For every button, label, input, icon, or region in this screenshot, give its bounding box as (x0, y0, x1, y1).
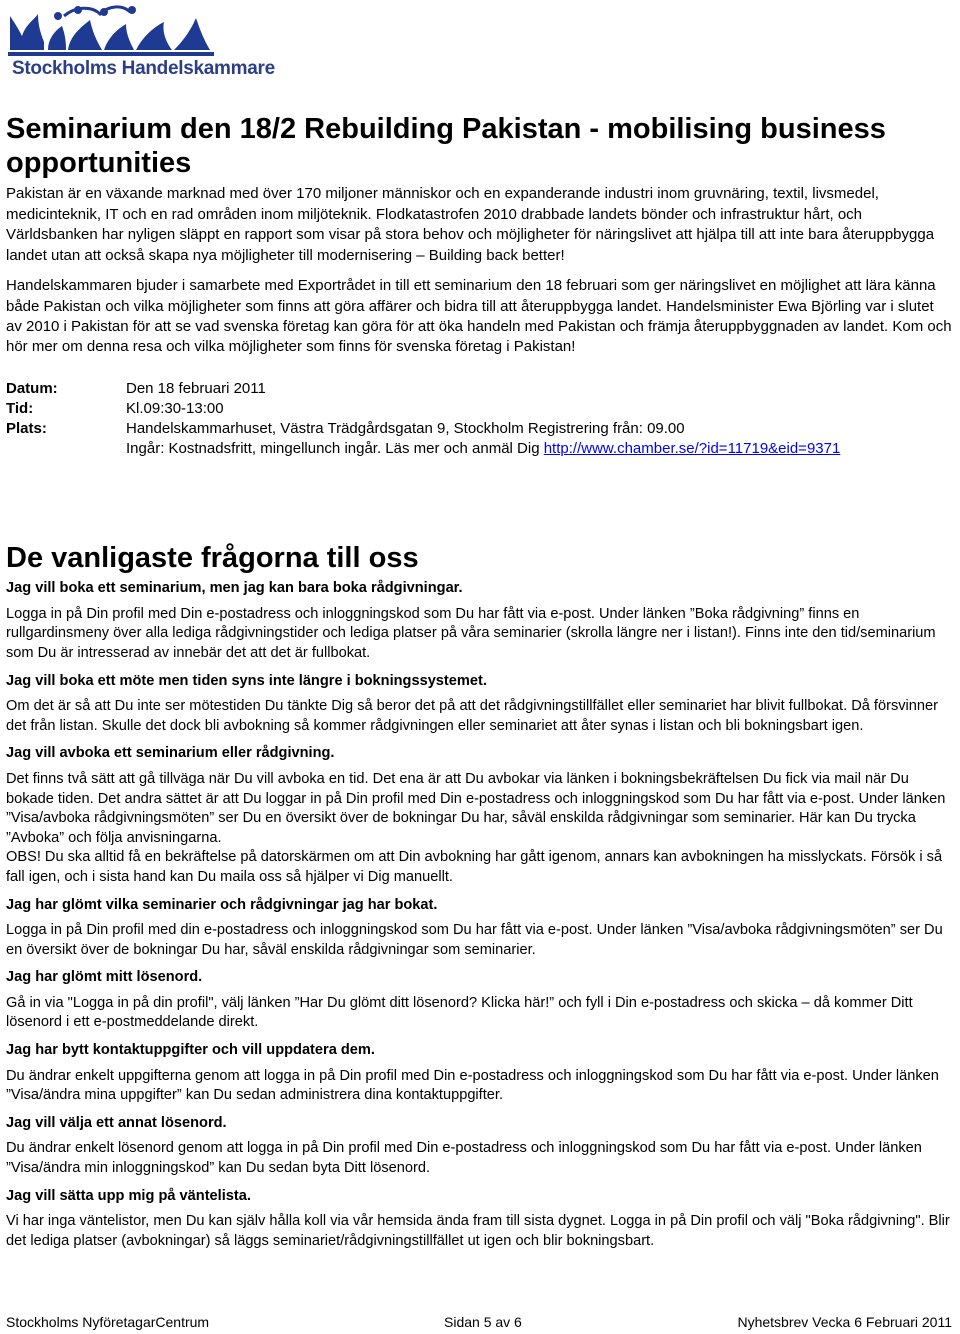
ingar-text: Ingår: Kostnadsfritt, mingellunch ingår. Läs mer och anmäl Dig (126, 440, 544, 458)
faq-question: Jag har glömt vilka seminarier och rådgivningar jag har bokat. (6, 896, 438, 913)
footer-left: Stockholms NyföretagarCentrum (6, 1314, 210, 1330)
seminar-invitation: Handelskammaren bjuder i samarbete med Exportrådet in till ett seminarium den 18 februari som ger näringslivet en möjlighet att lära känna både Pakistan och vilka möjligheter som finns att göra affärer och bidra till att återuppbygga landet. Handelsminister Ewa Björling var i slutet av 2010 i Pakistan för att se vad svenska företag kan göra för att öka handeln med Pakistan och främja återuppbyggnaden av landet. Kom och hör mer om denna resa och vilka möjligheter som finns för svenska företag i Pakistan! (6, 277, 952, 355)
seminar-intro: Pakistan är en växande marknad med över 170 miljoner människor och en expanderande industri inom gruvnäring, textil, livsmedel, medicinteknik, IT och en rad områden inom miljöteknik. Flodkatastrofen 2010 drabbade landets bönder och infrastruktur hårt, och Världsbanken har nyligen släppt en rapport som visar på stora behov och möjligheter för näringslivet att hjälpa till att inte bara återuppbygga landet utan att också skapa nya möjligheter till modernisering – Building back better! (6, 185, 935, 264)
registration-link[interactable]: http://www.chamber.se/?id=11719&eid=9371 (543, 440, 841, 458)
ingar-value (126, 439, 840, 459)
faq-answer: Du ändrar enkelt lösenord genom att logga in på Din profil med Din e-postadress och inloggningskod som Du har fått via e-post. Under länken ”Visa/ändra min inloggningskod” kan Du sedan byta Ditt lösenord. (6, 1140, 922, 1177)
faq-question: Jag vill sätta upp mig på väntelista. (6, 1187, 251, 1204)
page-content (6, 112, 952, 1251)
crown-swan-icon (4, 2, 260, 62)
logo-text: Stockholms Handelskammare (12, 58, 275, 79)
footer-page-number: Sidan 5 av 6 (444, 1314, 522, 1330)
faq-question: Jag har bytt kontaktuppgifter och vill uppdatera dem. (6, 1042, 375, 1059)
datum-value: Den 18 februari 2011 (126, 380, 266, 398)
info-row-ingar (6, 439, 840, 459)
faq-question: Jag vill boka ett möte men tiden syns inte längre i bokningssystemet. (6, 672, 487, 689)
faq-answer: Vi har inga väntelistor, men Du kan själv hålla koll via vår hemsida ända fram till sista dygnet. Logga in på Din profil och välj "Boka rådgivning". Blir det lediga platser (avbokningar) så läggs seminariet/rådgivningstillfället ut igen och blir bokningsbart. (6, 1213, 950, 1249)
faq-answer: Logga in på Din profil med Din e-postadress och inloggningskod som Du har fått via e-post. Under länken ”Boka rådgivning” finns en rullgardinsmeny över alla lediga rådgivningstider och lediga platser på våra seminarier (skrolla längre ner i listan!). Finns inte den tid/seminarium som Du är intresserad av innebär det att det är fullbokat. (6, 605, 936, 661)
faq-question: Jag vill boka ett seminarium, men jag kan bara boka rådgivningar. (6, 580, 463, 597)
seminar-title: Seminarium den 18/2 Rebuilding Pakistan - mobilising business opportunities (6, 113, 886, 179)
info-row-datum (6, 379, 840, 399)
info-row-plats (6, 419, 840, 439)
seminar-info-table (6, 379, 840, 459)
info-row-tid (6, 399, 840, 419)
faq-question: Jag vill välja ett annat lösenord. (6, 1114, 227, 1131)
faq-question: Jag har glömt mitt lösenord. (6, 969, 203, 986)
chamber-logo (4, 2, 275, 86)
faq-answer: Du ändrar enkelt uppgifterna genom att logga in på Din profil med Din e-postadress och inloggningskod som Du har fått via e-post. Under länken ”Visa/ändra mina uppgifter” kan Du sedan administrera dina kontaktuppgifter. (6, 1067, 939, 1104)
plats-label: Plats: (6, 420, 47, 438)
faq-answer-note: OBS! Du ska alltid få en bekräftelse på datorskärmen om att Din avbokning har gått igenom, annars kan avbokningen ha misslyckats. Försök i så fall igen, och i sista hand kan Du maila oss så hjälper vi Dig manuellt. (6, 849, 943, 885)
faq-answer: Gå in via "Logga in på din profil", välj länken ”Har Du glömt ditt lösenord? Klicka här!” och fyll i Din e-postadress och skicka – då kommer Ditt lösenord i ett e-postmeddelande direkt. (6, 994, 913, 1031)
datum-label: Datum: (6, 380, 58, 398)
footer-right: Nyhetsbrev Vecka 6 Februari 2011 (737, 1314, 952, 1330)
faq-answer: Det finns två sätt att gå tillväga när Du vill avboka en tid. Det ena är att Du avbokar via länken i bokningsbekräftelsen Du fick via mail när Du bokade tiden. Det andra sättet är att Du loggar in på Din profil med Din e-postadress och inloggningskod som Du har fått via e-post. Under länken ”Visa/avboka rådgivningsmöten” ser Du en översikt över de bokningar Du har, såväl enskilda rådgivningar som seminarier. Här kan Du trycka ”Avboka” och följa anvisningarna. (6, 770, 946, 846)
faq-title: De vanligaste frågorna till oss (6, 542, 419, 575)
faq-answer: Logga in på Din profil med din e-postadress och inloggningskod som Du har fått via e-post. Under länken ”Visa/avboka rådgivningsmöten” ser Du en översikt över de bokningar Du har, såväl enskilda rådgivningar som seminarier. (6, 922, 943, 958)
faq-answer: Om det är så att Du inte ser mötestiden Du tänkte Dig så beror det på att det rådgivningstillfället eller seminariet har blivit fullbokat. Då försvinner det från listan. Skulle det dock bli avbokning så kommer rådgivningen eller seminariet att åter synas i listan och bli bokningsbart igen. (6, 698, 939, 734)
tid-value: Kl.09:30-13:00 (126, 400, 224, 418)
plats-value: Handelskammarhuset, Västra Trädgårdsgatan 9, Stockholm Registrering från: 09.00 (126, 420, 685, 438)
page-footer (6, 1314, 952, 1334)
tid-label: Tid: (6, 400, 34, 418)
faq-question: Jag vill avboka ett seminarium eller rådgivning. (6, 745, 335, 762)
